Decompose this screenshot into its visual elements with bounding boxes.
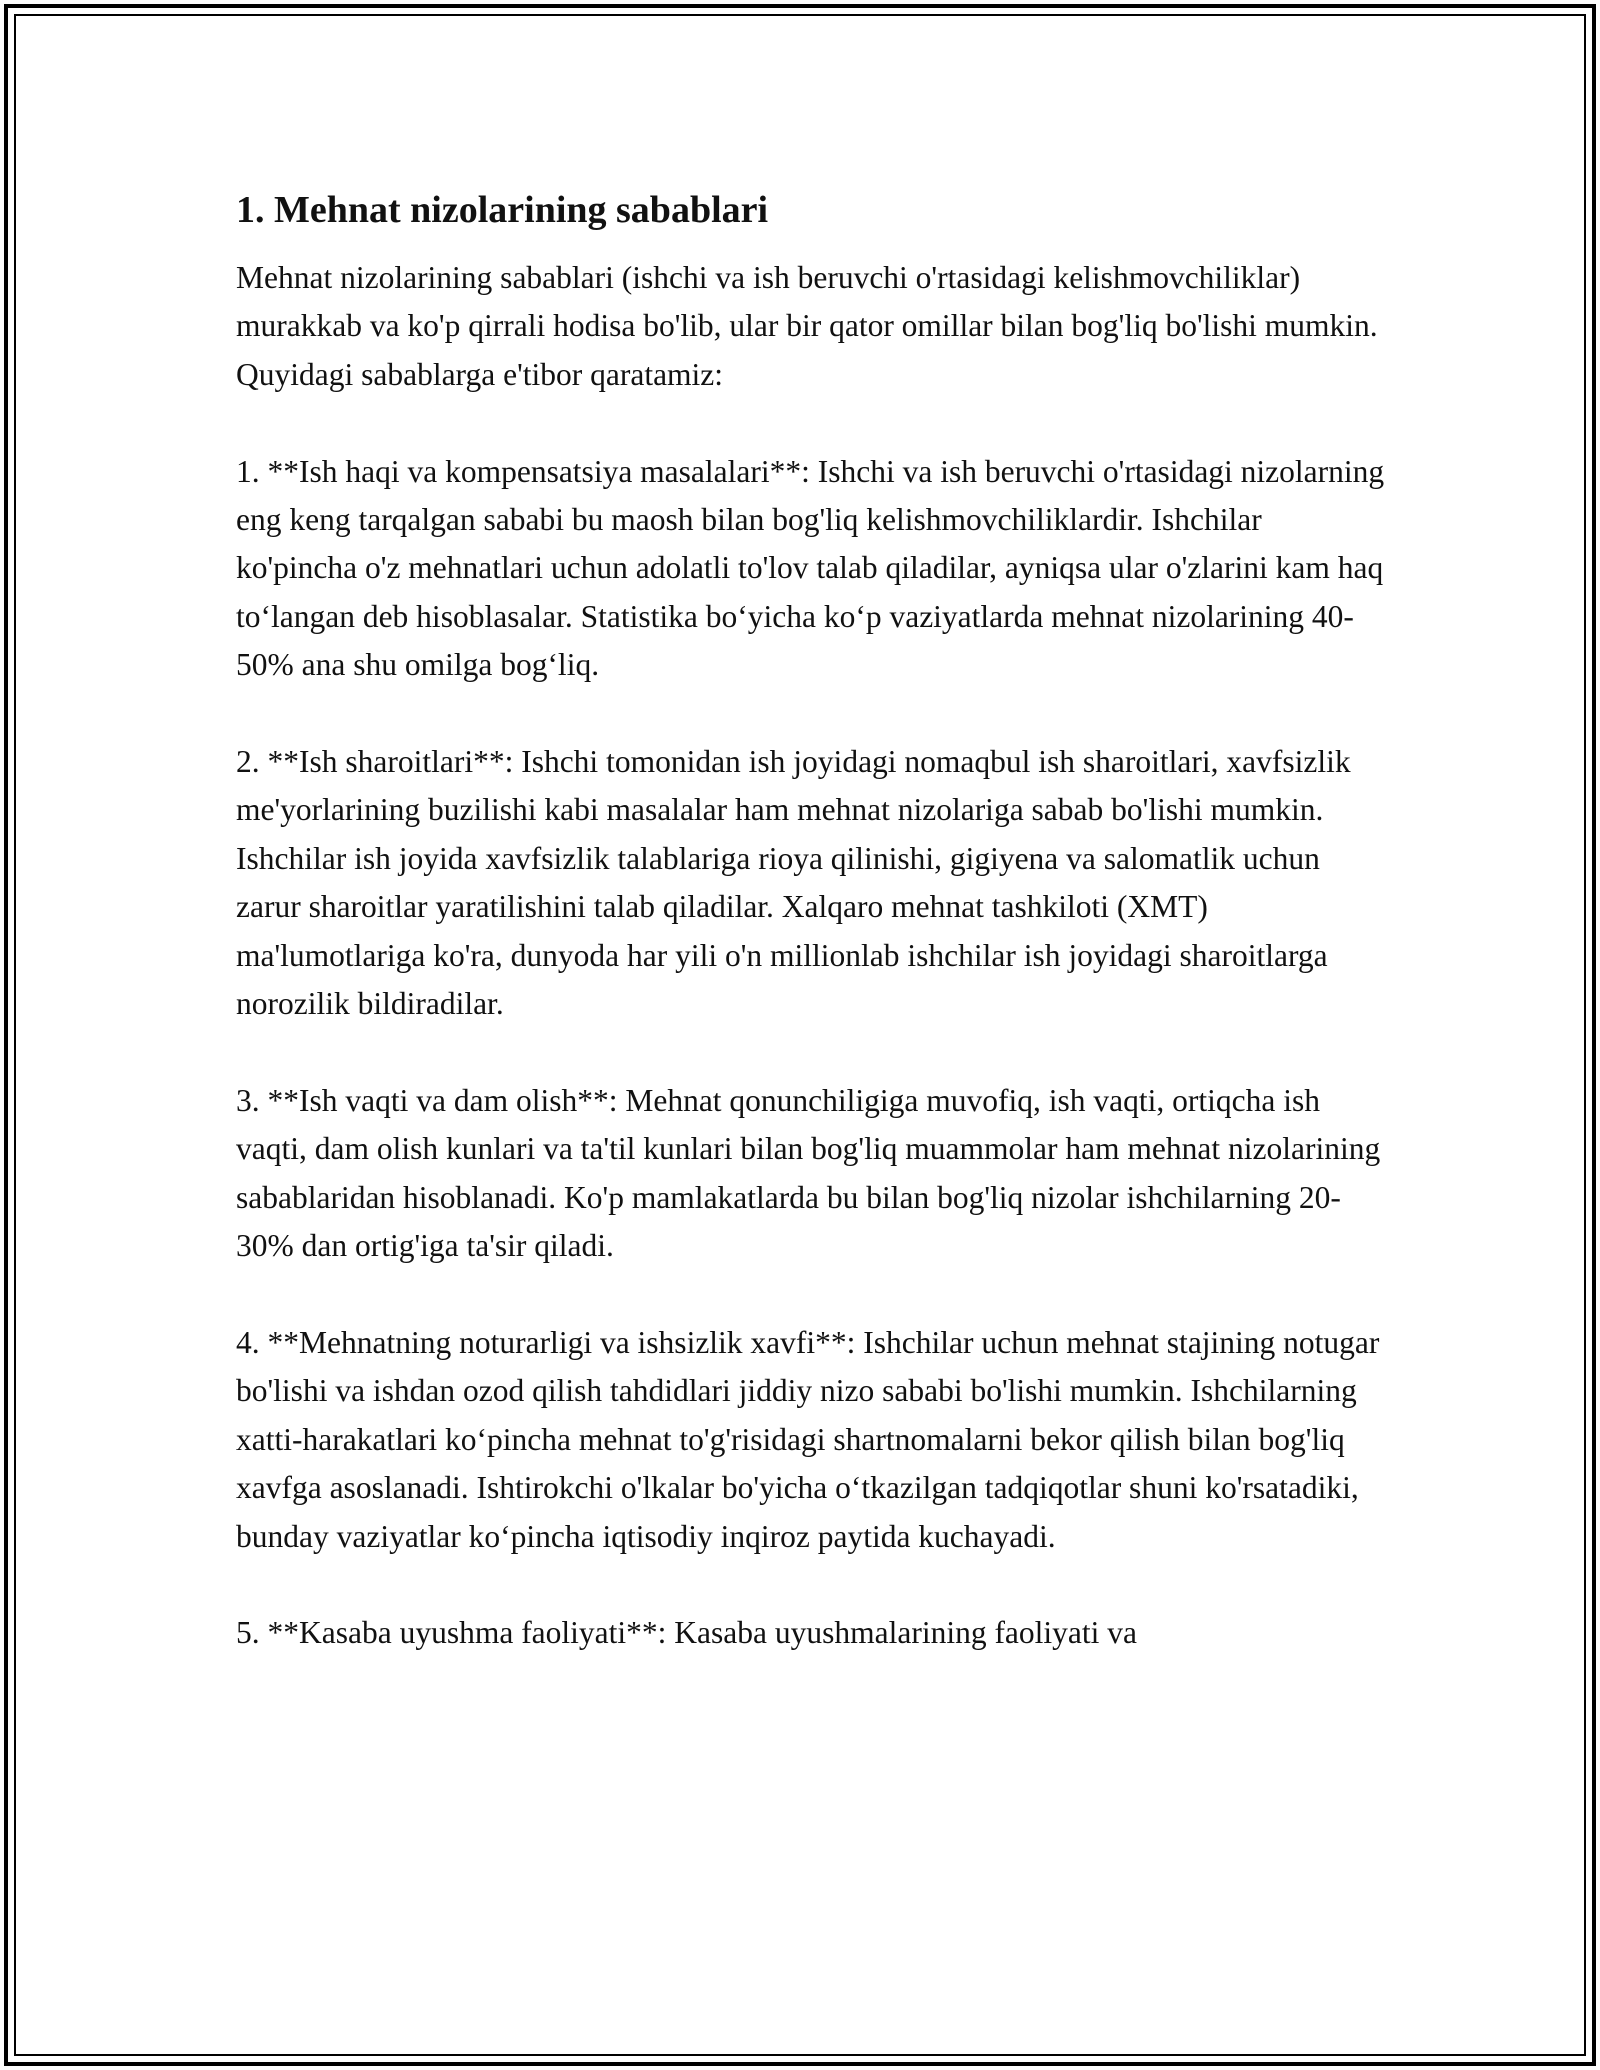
- list-item-3: 3. **Ish vaqti va dam olish**: Mehnat qonunchiligiga muvofiq, ish vaqti, ortiqcha ish vaqti, dam olish kunlari va ta'til kunlari bilan bog'liq muammolar ham mehnat nizolarining sabablaridan hisoblanadi. Ko'p mamlakatlarda bu bilan bog'liq nizolar ishchilarning 20-30% dan ortig'iga ta'sir qiladi.: [236, 1082, 1381, 1264]
- intro-paragraph: Mehnat nizolarining sabablari (ishchi va ish beruvchi o'rtasidagi kelishmovchiliklar) murakkab va ko'p qirrali hodisa bo'lib, ular bir qator omillar bilan bog'liq bo'lishi mumkin. Quyidagi sabablarga e'tibor qaratamiz:: [236, 260, 1378, 392]
- section-heading: 1. Mehnat nizolarining sabablari: [236, 189, 769, 231]
- list-item-4: 4. **Mehnatning noturarligi va ishsizlik xavfi**: Ishchilar uchun mehnat stajining notugar bo'lishi va ishdan ozod qilish tahdidlari jiddiy nizo sababi bo'lishi mumkin. Ishchilarning xatti-harakatlari ko‘pincha mehnat to'g'risidagi shartnomalarni bekor qilish bilan bog'liq xavfga asoslanadi. Ishtirokchi o'lkalar bo'yicha o‘tkazilgan tadqiqotlar shuni ko'rsatadiki, bunday vaziyatlar ko‘pincha iqtisodiy inqiroz paytida kuchayadi.: [236, 1324, 1380, 1554]
- list-item-5: 5. **Kasaba uyushma faoliyati**: Kasaba uyushmalarining faoliyati va: [236, 1615, 1138, 1651]
- list-item-1: 1. **Ish haqi va kompensatsiya masalalari**: Ishchi va ish beruvchi o'rtasidagi nizolarning eng keng tarqalgan sababi bu maosh bilan bog'liq kelishmovchiliklardir. Ishchilar ko'pincha o'z mehnatlari uchun adolatli to'lov talab qiladilar, ayniqsa ular o'zlarini kam haq to‘langan deb hisoblasalar. Statistika bo‘yicha ko‘p vaziyatlarda mehnat nizolarining 40-50% ana shu omilga bog‘liq.: [236, 453, 1385, 683]
- document-body: [236, 186, 1386, 1658]
- list-item-2: 2. **Ish sharoitlari**: Ishchi tomonidan ish joyidagi nomaqbul ish sharoitlari, xavfsizlik me'yorlarining buzilishi kabi masalalar ham mehnat nizolariga sabab bo'lishi mumkin. Ishchilar ish joyida xavfsizlik talablariga rioya qilinishi, gigiyena va salomatlik uchun zarur sharoitlar yaratilishini talab qiladilar. Xalqaro mehnat tashkiloti (XMT) ma'lumotlariga ko'ra, dunyoda har yili o'n millionlab ishchilar ish joyidagi sharoitlarga norozilik bildiradilar.: [236, 744, 1351, 1022]
